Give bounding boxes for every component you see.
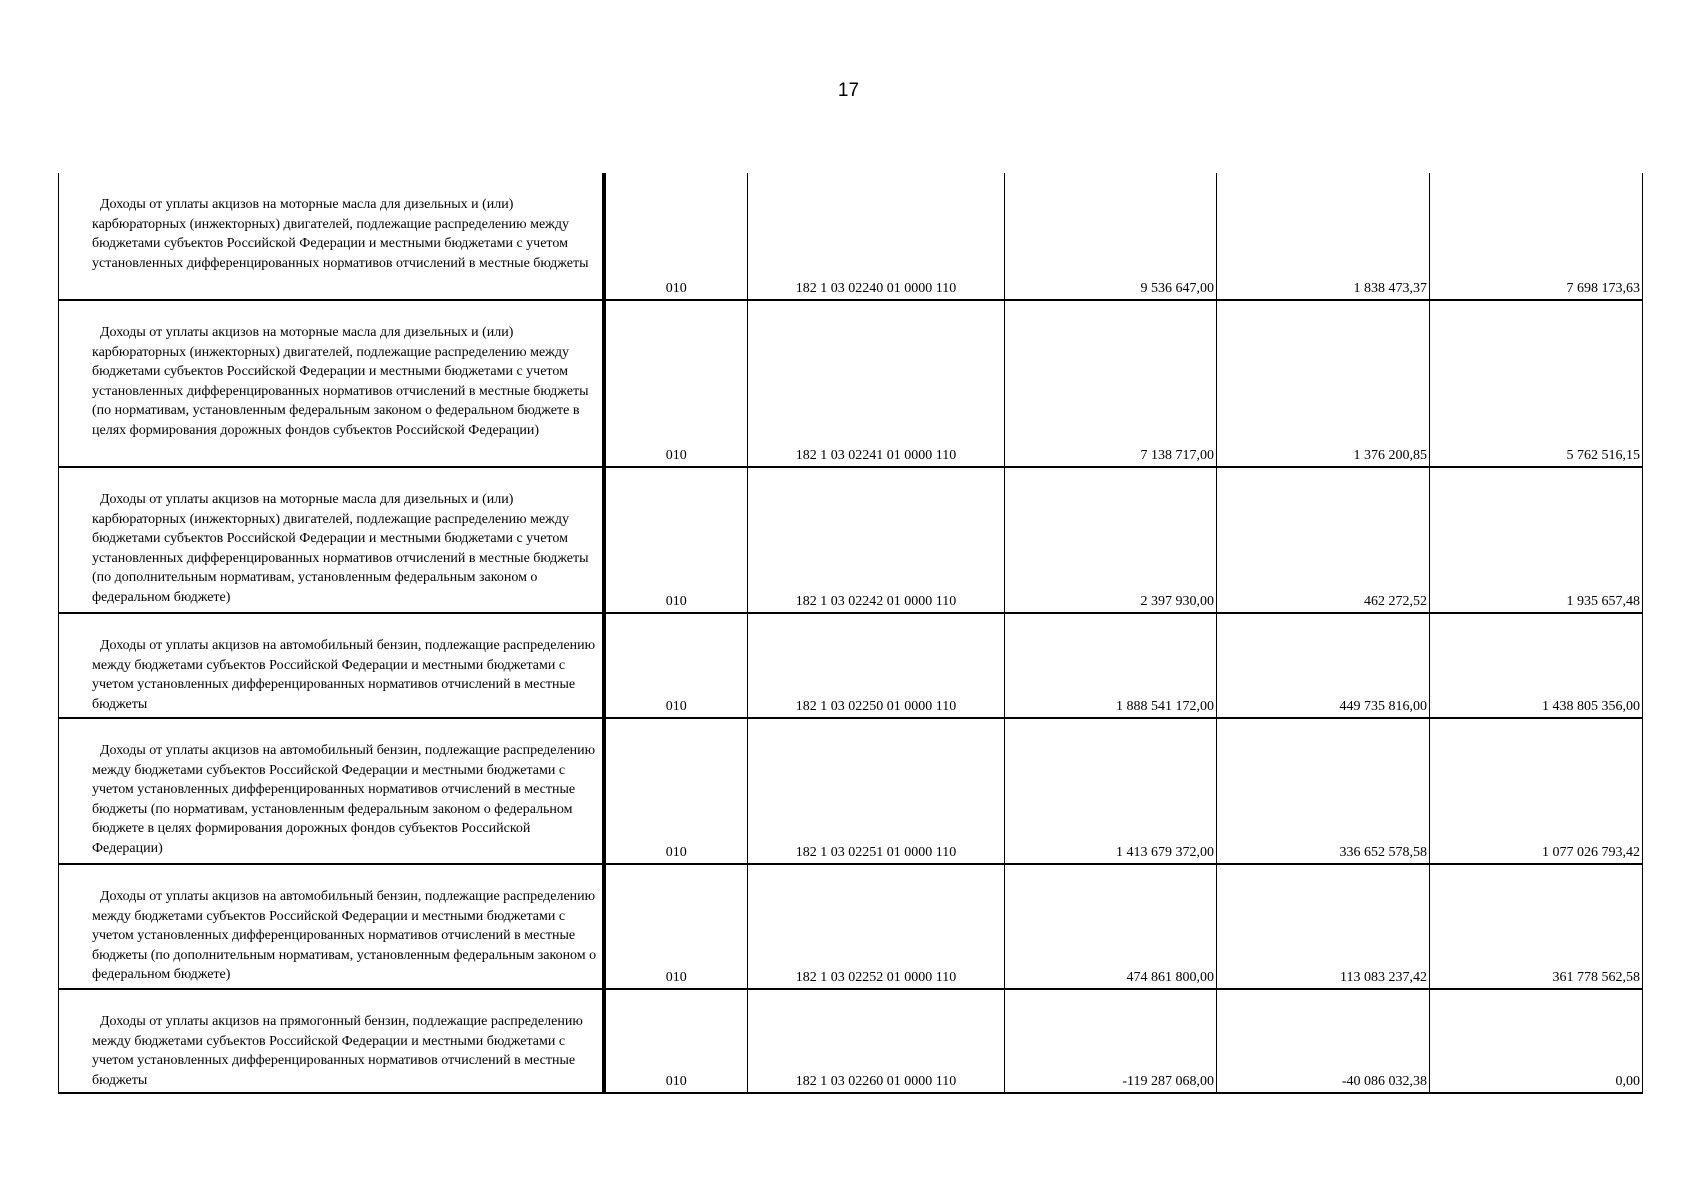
- row-approved: 474 861 800,00: [1005, 864, 1217, 989]
- page-number: 17: [837, 80, 860, 101]
- row-income-code: 182 1 03 02251 01 0000 110: [748, 718, 1005, 864]
- row-unexecuted: 1 935 657,48: [1430, 467, 1643, 613]
- row-approved: -119 287 068,00: [1005, 989, 1217, 1093]
- row-description: Доходы от уплаты акцизов на моторные масла для дизельных и (или) карбюраторных (инжекторных) двигателей, подлежащие распределению между бюджетами субъектов Российской Федерации и местными бюджетами с учетом установленных дифференцированных нормативов отчислений в местные бюджеты (по дополнительным нормативам, установленным федеральным законом о федеральном бюджете): [59, 467, 604, 613]
- table-row: [59, 173, 1643, 300]
- row-line-code: 010: [604, 300, 748, 467]
- row-executed: 113 083 237,42: [1217, 864, 1430, 989]
- row-executed: 336 652 578,58: [1217, 718, 1430, 864]
- row-approved: 9 536 647,00: [1005, 173, 1217, 300]
- row-line-code: 010: [604, 613, 748, 718]
- row-unexecuted: 1 077 026 793,42: [1430, 718, 1643, 864]
- table-row: [59, 718, 1643, 864]
- row-unexecuted: 0,00: [1430, 989, 1643, 1093]
- row-line-code: 010: [604, 467, 748, 613]
- table-row: [59, 989, 1643, 1093]
- row-unexecuted: 361 778 562,58: [1430, 864, 1643, 989]
- row-unexecuted: 1 438 805 356,00: [1430, 613, 1643, 718]
- row-income-code: 182 1 03 02240 01 0000 110: [748, 173, 1005, 300]
- table-row: [59, 467, 1643, 613]
- table-row: [59, 613, 1643, 718]
- row-description: Доходы от уплаты акцизов на автомобильный бензин, подлежащие распределению между бюджетами субъектов Российской Федерации и местными бюджетами с учетом установленных дифференцированных нормативов отчислений в местные бюджеты (по дополнительным нормативам, установленным федеральным законом о федеральном бюджете): [59, 864, 604, 989]
- revenue-table: [58, 173, 1643, 1094]
- row-income-code: 182 1 03 02250 01 0000 110: [748, 613, 1005, 718]
- row-income-code: 182 1 03 02260 01 0000 110: [748, 989, 1005, 1093]
- row-executed: -40 086 032,38: [1217, 989, 1430, 1093]
- row-unexecuted: 7 698 173,63: [1430, 173, 1643, 300]
- row-income-code: 182 1 03 02241 01 0000 110: [748, 300, 1005, 467]
- row-description: Доходы от уплаты акцизов на моторные масла для дизельных и (или) карбюраторных (инжекторных) двигателей, подлежащие распределению между бюджетами субъектов Российской Федерации и местными бюджетами с учетом установленных дифференцированных нормативов отчислений в местные бюджеты (по нормативам, установленным федеральным законом о федеральном бюджете в целях формирования дорожных фондов субъектов Российской Федерации): [59, 300, 604, 467]
- row-line-code: 010: [604, 989, 748, 1093]
- row-approved: 2 397 930,00: [1005, 467, 1217, 613]
- row-executed: 449 735 816,00: [1217, 613, 1430, 718]
- row-line-code: 010: [604, 173, 748, 300]
- row-description: Доходы от уплаты акцизов на моторные масла для дизельных и (или) карбюраторных (инжекторных) двигателей, подлежащие распределению между бюджетами субъектов Российской Федерации и местными бюджетами с учетом установленных дифференцированных нормативов отчислений в местные бюджеты: [59, 173, 604, 300]
- row-line-code: 010: [604, 718, 748, 864]
- row-approved: 1 413 679 372,00: [1005, 718, 1217, 864]
- row-executed: 462 272,52: [1217, 467, 1430, 613]
- row-income-code: 182 1 03 02242 01 0000 110: [748, 467, 1005, 613]
- row-unexecuted: 5 762 516,15: [1430, 300, 1643, 467]
- row-approved: 7 138 717,00: [1005, 300, 1217, 467]
- row-executed: 1 376 200,85: [1217, 300, 1430, 467]
- table-row: [59, 864, 1643, 989]
- row-line-code: 010: [604, 864, 748, 989]
- table-row: [59, 300, 1643, 467]
- row-income-code: 182 1 03 02252 01 0000 110: [748, 864, 1005, 989]
- row-executed: 1 838 473,37: [1217, 173, 1430, 300]
- row-description: Доходы от уплаты акцизов на автомобильный бензин, подлежащие распределению между бюджетами субъектов Российской Федерации и местными бюджетами с учетом установленных дифференцированных нормативов отчислений в местные бюджеты (по нормативам, установленным федеральным законом о федеральном бюджете в целях формирования дорожных фондов субъектов Российской Федерации): [59, 718, 604, 864]
- row-description: Доходы от уплаты акцизов на прямогонный бензин, подлежащие распределению между бюджетами субъектов Российской Федерации и местными бюджетами с учетом установленных дифференцированных нормативов отчислений в местные бюджеты: [59, 989, 604, 1093]
- row-approved: 1 888 541 172,00: [1005, 613, 1217, 718]
- row-description: Доходы от уплаты акцизов на автомобильный бензин, подлежащие распределению между бюджетами субъектов Российской Федерации и местными бюджетами с учетом установленных дифференцированных нормативов отчислений в местные бюджеты: [59, 613, 604, 718]
